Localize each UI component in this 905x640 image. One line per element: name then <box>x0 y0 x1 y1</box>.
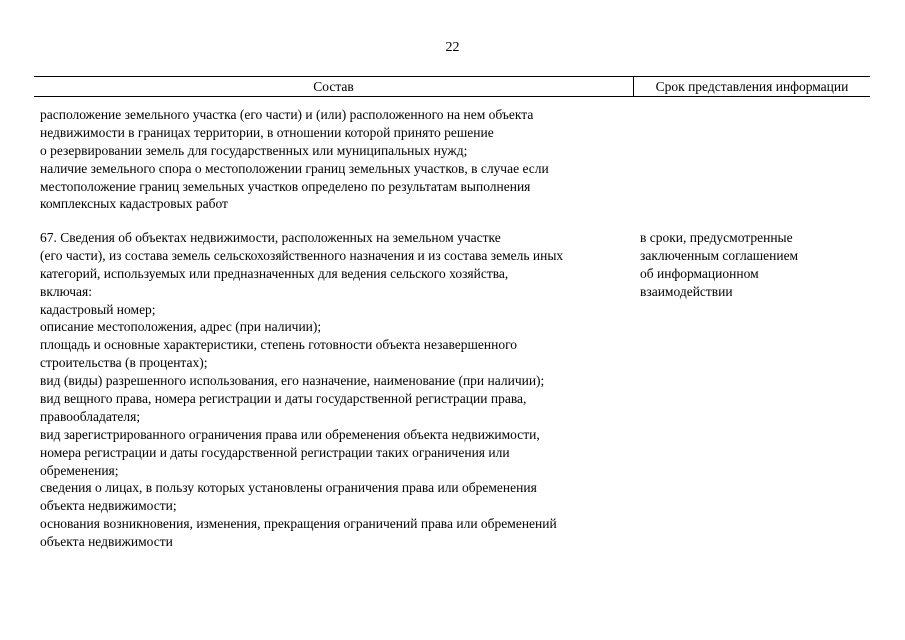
text-line: о резервировании земель для государственных или муниципальных нужд; <box>40 142 468 158</box>
text-line: в сроки, предусмотренные <box>640 230 793 245</box>
text-line: объекта недвижимости <box>40 534 173 550</box>
text-line: правообладателя; <box>40 408 141 424</box>
text-line: недвижимости в границах территории, в отношении которой принято решение <box>40 124 494 140</box>
text-line: номера регистрации и даты государственной регистрации таких ограничения или <box>40 444 510 460</box>
text-line: вид зарегистрированного ограничения права или обременения объекта недвижимости, <box>40 426 540 442</box>
text-line: местоположение границ земельных участков определено по результатам выполнения <box>40 178 531 194</box>
text-line: площадь и основные характеристики, степень готовности объекта незавершенного <box>40 337 518 353</box>
text-line: сведения о лицах, в пользу которых установлены ограничения права или обременения <box>40 480 537 496</box>
text-line: объекта недвижимости; <box>40 498 177 514</box>
text-line: об информационном <box>640 265 759 281</box>
text-line: взаимодействии <box>640 283 733 299</box>
text-line: вид (виды) разрешенного использования, его назначение, наименование (при наличии); <box>40 373 545 389</box>
text-line: включая: <box>40 283 92 299</box>
header-composition: Состав <box>313 79 354 94</box>
text-line: 67. Сведения об объектах недвижимости, расположенных на земельном участке <box>40 230 501 245</box>
continued-item-text <box>40 106 549 213</box>
text-line: описание местоположения, адрес (при наличии); <box>40 319 322 335</box>
text-line: вид вещного права, номера регистрации и даты государственной регистрации права, <box>40 391 527 407</box>
text-line: обременения; <box>40 462 119 478</box>
text-line: заключенным соглашением <box>640 247 799 263</box>
header-deadline: Срок представления информации <box>655 79 849 94</box>
text-line: (его части), из состава земель сельскохозяйственного назначения и из состава земель иных <box>40 247 564 263</box>
text-line: наличие земельного спора о местоположении границ земельных участков, в случае если <box>40 160 549 176</box>
text-line: комплексных кадастровых работ <box>40 196 228 212</box>
table-header <box>34 76 870 97</box>
text-line: расположение земельного участка (его части) и (или) расположенного на нем объекта <box>40 107 534 122</box>
text-line: категорий, используемых или предназначенных для ведения сельского хозяйства, <box>40 265 509 281</box>
text-line: строительства (в процентах); <box>40 355 208 371</box>
text-line: кадастровый номер; <box>40 301 156 317</box>
item-67-deadline <box>640 229 798 301</box>
page-number: 22 <box>445 40 460 55</box>
item-67-composition <box>40 229 563 551</box>
text-line: основания возникновения, изменения, прекращения ограничений права или обременений <box>40 516 557 532</box>
